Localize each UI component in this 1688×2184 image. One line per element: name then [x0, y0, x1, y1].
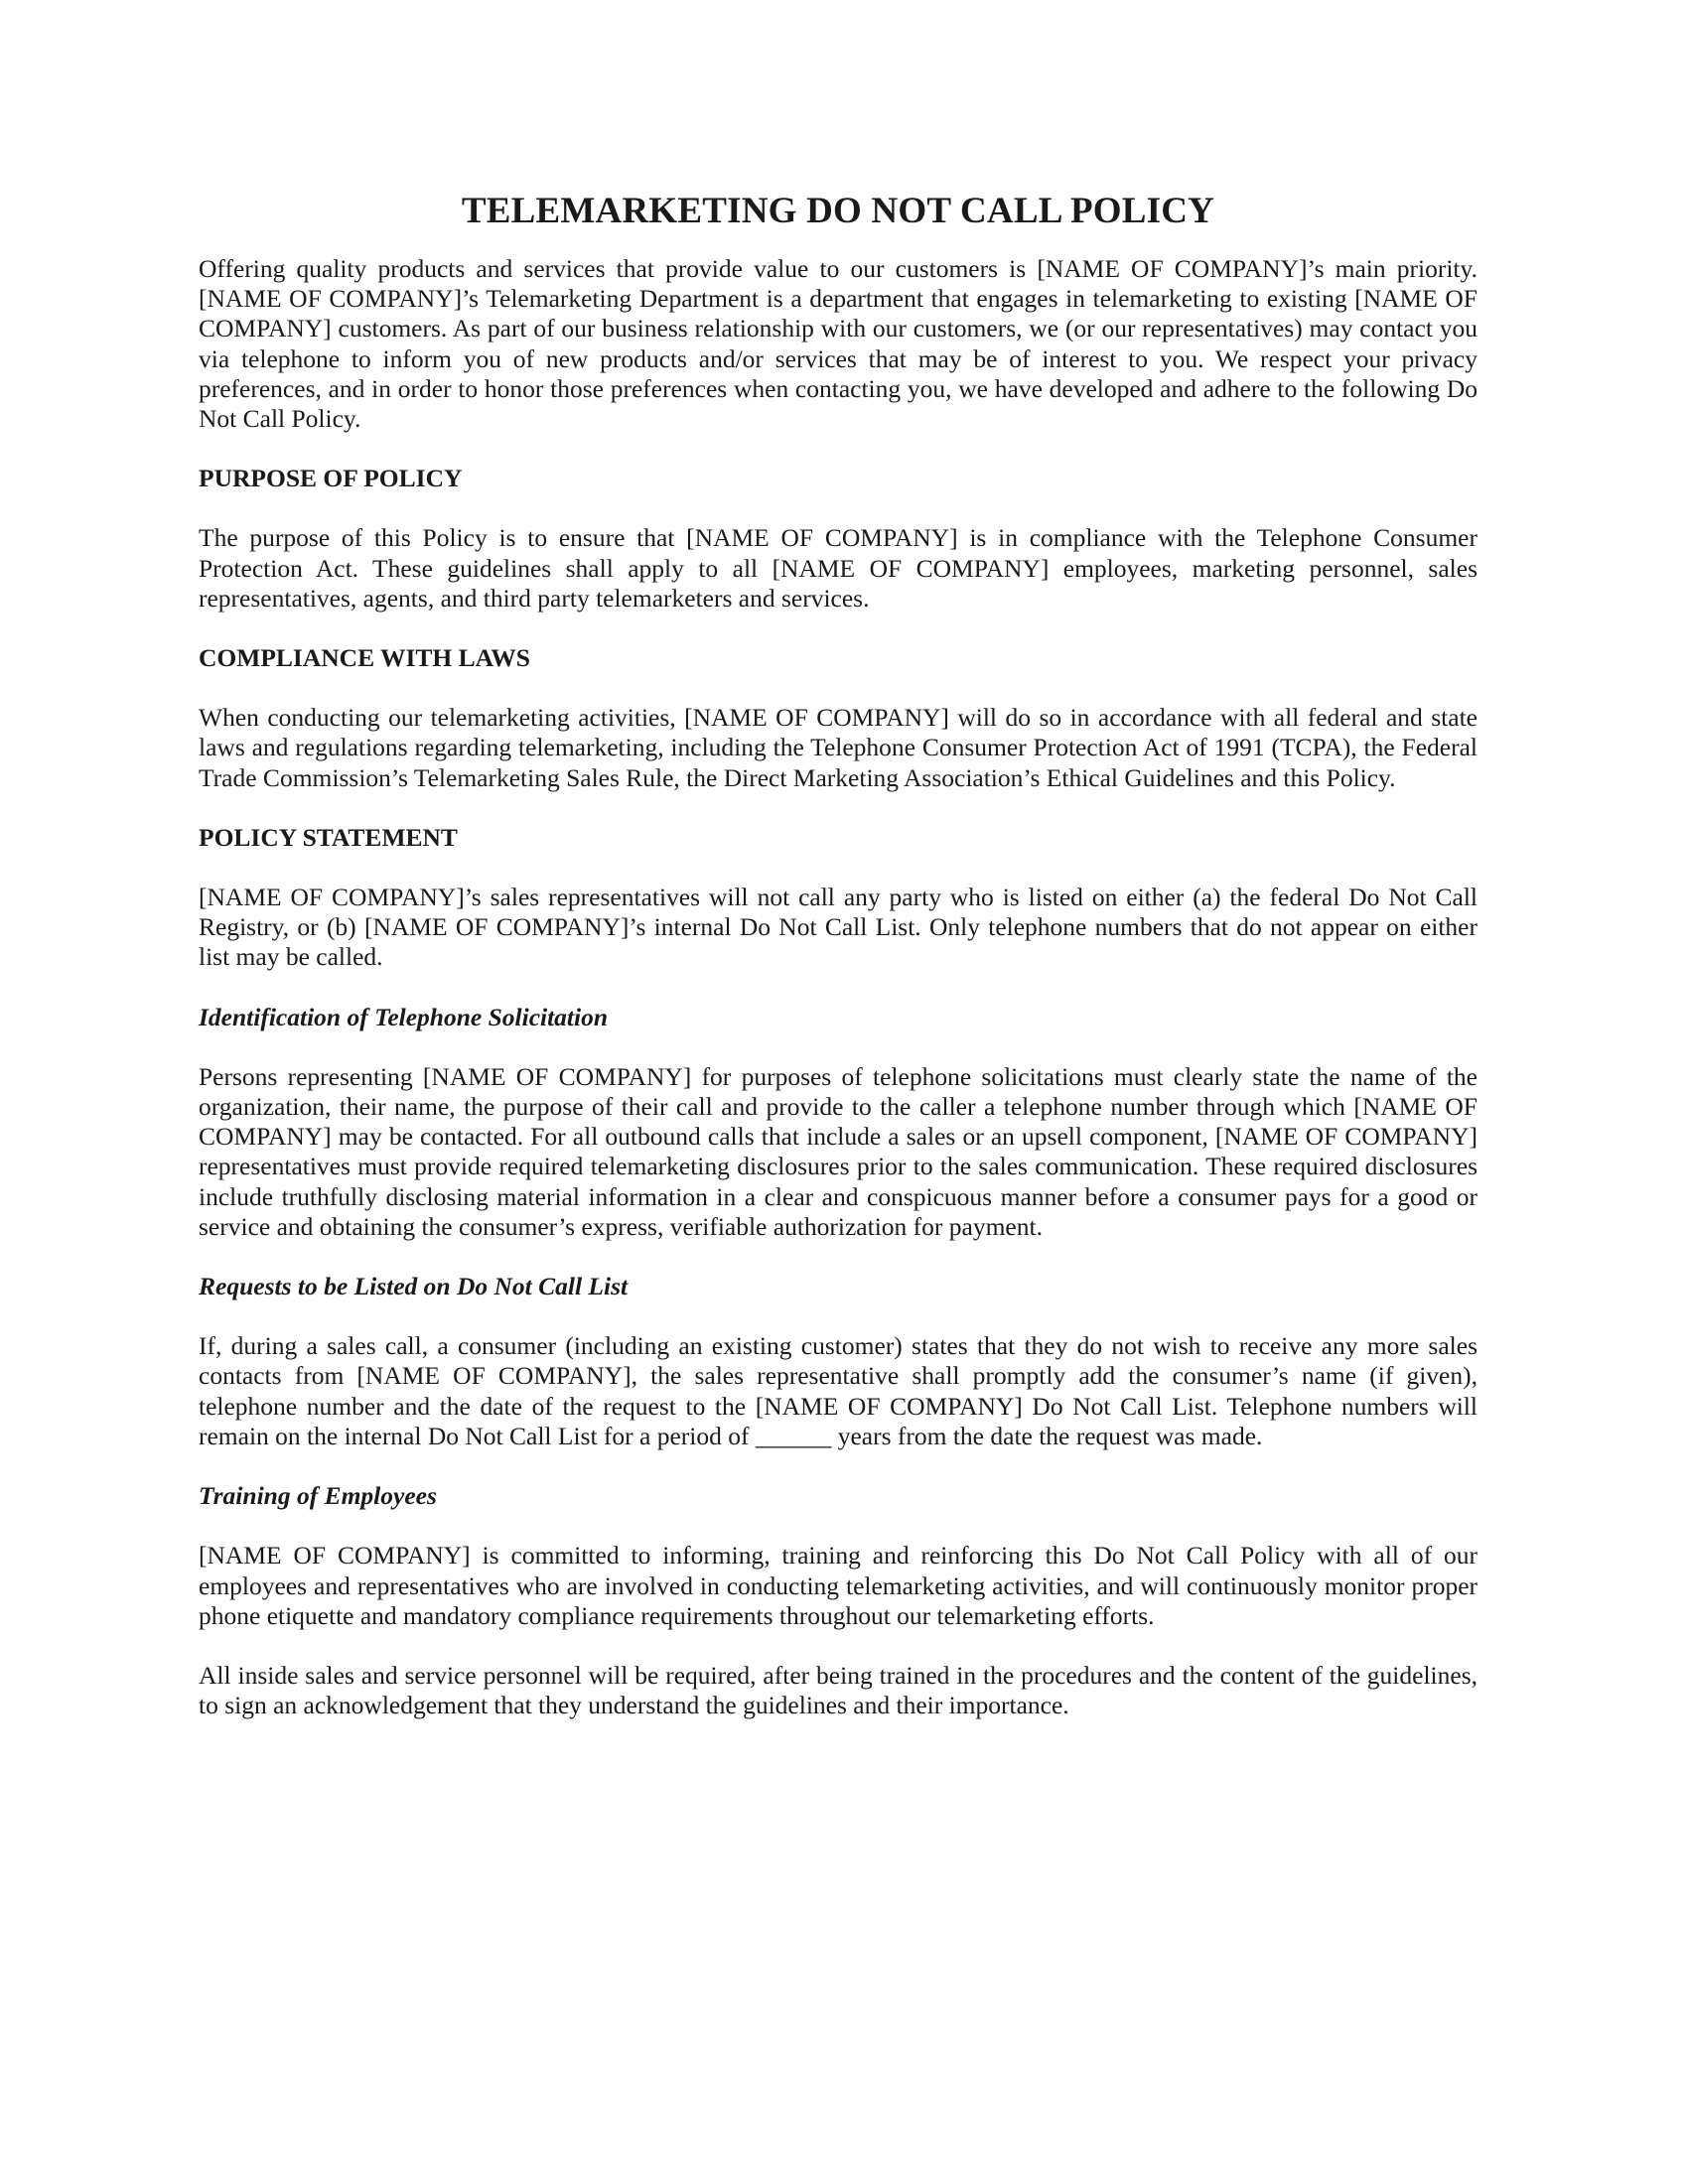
- identification-heading: Identification of Telephone Solicitation: [199, 1002, 609, 1031]
- purpose-heading: PURPOSE OF POLICY: [199, 464, 463, 493]
- training-paragraph-1: [NAME OF COMPANY] is committed to informing, training and reinforcing this Do Not Call Policy with all of our employees and representatives who are involved in conducting telemarketing activities, and will continuously monitor proper phone etiquette and mandatory compliance requirements throughout our telemarketing efforts.: [199, 1541, 1477, 1630]
- document-title: TELEMARKETING DO NOT CALL POLICY: [461, 191, 1215, 231]
- identification-paragraph: Persons representing [NAME OF COMPANY] for purposes of telephone solicitations must clearly state the name of the organization, their name, the purpose of their call and provide to the caller a telephone number through which [NAME OF COMPANY] may be contacted. For all outbound calls that include a sales or an upsell component, [NAME OF COMPANY] representatives must provide required telemarketing disclosures prior to the sales communication. These required disclosures include truthfully disclosing material information in a clear and conspicuous manner before a consumer pays for a good or service and obtaining the consumer’s express, verifiable authorization for payment.: [199, 1061, 1477, 1241]
- intro-paragraph: Offering quality products and services that provide value to our customers is [NAME OF COMPANY]’s main priority. [NAME OF COMPANY]’s Telemarketing Department is a department that engages in telemarketing to existing [NAME OF COMPANY] customers. As part of our business relationship with our customers, we (or our representatives) may contact you via telephone to inform you of new products and/or services that may be of interest to you. We respect your privacy preferences, and in order to honor those preferences when contacting you, we have developed and adhere to the following Do Not Call Policy.: [199, 254, 1477, 434]
- training-paragraph-2: All inside sales and service personnel will be required, after being trained in the procedures and the content of the guidelines, to sign an acknowledgement that they understand the guidelines and their importance.: [199, 1660, 1477, 1720]
- compliance-paragraph: When conducting our telemarketing activities, [NAME OF COMPANY] will do so in accordance with all federal and state laws and regulations regarding telemarketing, including the Telephone Consumer Protection Act of 1991 (TCPA), the Federal Trade Commission’s Telemarketing Sales Rule, the Direct Marketing Association’s Ethical Guidelines and this Policy.: [199, 703, 1477, 792]
- policy-statement-heading: POLICY STATEMENT: [199, 822, 458, 852]
- compliance-heading: COMPLIANCE WITH LAWS: [199, 643, 530, 673]
- requests-heading: Requests to be Listed on Do Not Call List: [199, 1272, 629, 1301]
- training-heading: Training of Employees: [199, 1481, 437, 1511]
- requests-paragraph: If, during a sales call, a consumer (including an existing customer) states that they do not wish to receive any more sales contacts from [NAME OF COMPANY], the sales representative shall promptly add the consumer’s name (if given), telephone number and the date of the request to the [NAME OF COMPANY] Do Not Call List. Telephone numbers will remain on the internal Do Not Call List for a period of ______ years from the date the request was made.: [199, 1331, 1477, 1450]
- purpose-paragraph: The purpose of this Policy is to ensure that [NAME OF COMPANY] is in compliance with the Telephone Consumer Protection Act. These guidelines shall apply to all [NAME OF COMPANY] employees, marketing personnel, sales representatives, agents, and third party telemarketers and services.: [199, 523, 1477, 613]
- policy-statement-paragraph: [NAME OF COMPANY]’s sales representatives will not call any party who is listed on either (a) the federal Do Not Call Registry, or (b) [NAME OF COMPANY]’s internal Do Not Call List. Only telephone numbers that do not appear on either list may be called.: [199, 883, 1477, 972]
